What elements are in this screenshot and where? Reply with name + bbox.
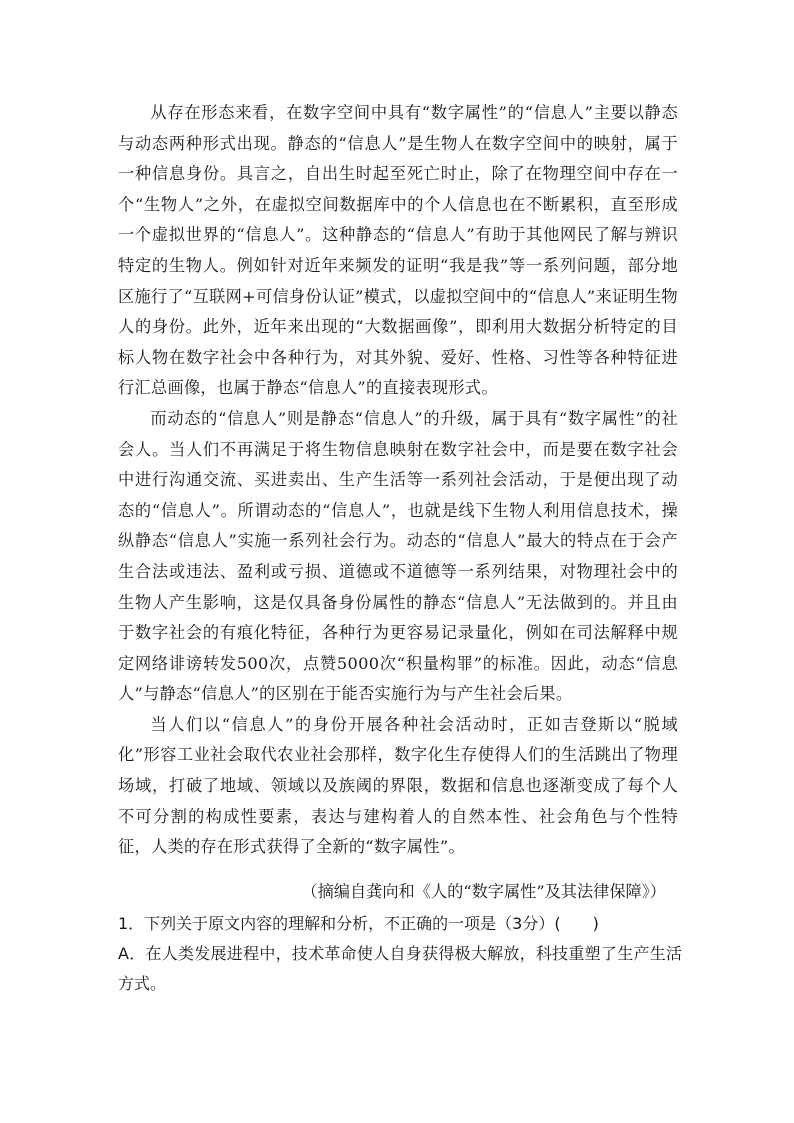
article-body — [118, 98, 678, 863]
question-stem: 1．下列关于原文内容的理解和分析，不正确的一项是（3分）( ) — [118, 914, 599, 933]
article-paragraph-2: 而动态的“信息人”则是静态“信息人”的升级，属于具有“数字属性”的社会人。当人们不再满足于将生物信息映射在数字社会中，而是要在数字社会中进行沟通交流、买进卖出、生产生活等一系列社会活动，于是便出现了动态的“信息人”。所谓动态的“信息人”，也就是线下生物人利用信息技术，操纵静态“信息人”实施一系列社会行为。动态的“信息人”最大的特点在于会产生合法或违法、盈利或亏损、道德或不道德等一系列结果，对物理社会中的生物人产生影响，这是仅具备身份属性的静态“信息人”无法做到的。并且由于数字社会的有痕化特征，各种行为更容易记录量化，例如在司法解释中规定网络诽谤转发500次，点赞5000次“积量构罪”的标准。因此，动态“信息人”与静态“信息人”的区别在于能否实施行为与产生社会后果。 — [118, 408, 678, 704]
question-1 — [118, 909, 682, 999]
article-paragraph-3: 当人们以“信息人”的身份开展各种社会活动时，正如吉登斯以“脱域化”形容工业社会取代农业社会那样，数字化生存使得人们的生活跳出了物理场域，打破了地域、领域以及族阈的界限，数据和信息也逐渐变成了每个人不可分割的构成性要素，表达与建构着人的自然本性、社会角色与个性特征，人类的存在形式获得了全新的“数字属性”。 — [118, 714, 678, 857]
option-a: A．在人类发展进程中，技术革命使人自身获得极大解放，科技重塑了生产生活方式。 — [118, 944, 682, 993]
article-source: （摘编自龚向和《人的“数字属性”及其法律保障》） — [301, 882, 666, 901]
article-paragraph-1: 从存在形态来看，在数字空间中具有“数字属性”的“信息人”主要以静态与动态两种形式出现。静态的“信息人”是生物人在数字空间中的映射，属于一种信息身份。具言之，自出生时起至死亡时止，除了在物理空间中存在一个“生物人”之外，在虚拟空间数据库中的个人信息也在不断累积，直至形成一个虚拟世界的“信息人”。这种静态的“信息人”有助于其他网民了解与辨识特定的生物人。例如针对近年来频发的证明“我是我”等一系列问题，部分地区施行了“互联网+可信身份认证”模式，以虚拟空间中的“信息人”来证明生物人的身份。此外，近年来出现的“大数据画像”，即利用大数据分析特定的目标人物在数字社会中各种行为，对其外貌、爱好、性格、习性等各种特征进行汇总画像，也属于静态“信息人”的直接表现形式。 — [118, 103, 678, 398]
